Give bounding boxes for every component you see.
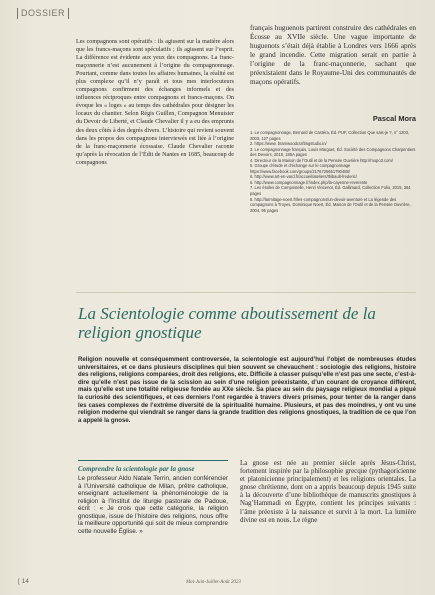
footnote: 2. https://www. bramwoodcraftingstudio.in/ [250,141,327,147]
left-column-text [76,38,234,167]
footnote: 8. http://larmitage-noert.fr/les-compagnons/un-devoir-aventure et La légende des compagnons à Troyes, Dominique Noert, Éd. Maison de l’Outil et de la Pensée Ouvrière, 2004, 95 pages [250,196,411,213]
article-title: La Scientologie comme aboutissement de la religion gnostique [78,304,376,342]
footnote: 5. Groupe d’étude et d’échange sur le compagnonnage https://www.facebook.com/groups/2176725651790488/ [250,163,351,174]
left-paragraph: Les compagnons sont opératifs : ils agissent sur la matière alors que les francs-maçons sont spéculatifs ; ils agissent sur l’esprit. La différence est évidente aux yeux des compagnons. La franc-maçonnerie n’est aucunement à l’origine du compagnonnage. Pourtant, comme dans toutes les affaires humaines, la réalité est plus complexe qu’il n’y paraît et tous mes interlocuteurs compagnons confirment des échanges informels et des influences réciproques entre compagnons et francs-maçons. On évoque les « loges » au temps des cathédrales pour désigner les locaux du chantier. Selon Régis Guillen, Compagnon Menuisier du Devoir de Liberté, et Claude Chevalier il y a eu des emprunts des deux côtés à des degrés divers. L’histoire qui revient souvent dans les propos des compagnons interviewés est liée à l’origine de la franc-maçonnerie écossaise. Claude Chevalier raconte qu’après la révocation de l’Édit de Nantes en 1685, beaucoup de compagnons [76,39,235,166]
article-body-text: La gnose est née au premier siècle après Jésus-Christ, fortement inspirée par la philosophie grecque (pythagoricienne et platonicienne principalement) et les religions orientales. La gnose chrétienne, dont on a appris beaucoup depuis 1945 suite à la découverte d’une bibliothèque de manuscrits gnostiques à Nag’Hammadi en Égypte, contient les principes suivants : l’âme préexiste à la naissance et survit à la mort. La lumière divine est en nous. Le règne [240,460,416,524]
footnote: 6. http://www.art-en-vard.fr/accueil/ateliers/thibault-frederic/ [250,174,357,180]
footnote: 1. Le compagnonnage, Bernard de Castéra, Éd. PUF, Collection Que sais-je ?, n° 1203, 2003, 127 pages [250,130,410,141]
header-bar-right [68,8,69,19]
sidebar-box-text: Le professeur Aldo Natale Terrin, ancien conférencier à l’Université catholique de Milan, prêtre catholique, enseignant actuellement la phénoménologie de la religion à l’Institut de liturgie pastorale de Padoue, écrit : « Je crois que cette catégorie, la religion gnostique, issue de l’histoire des religions, nous offre la meilleure opportunité qui soit de mieux comprendre cette nouvelle Église. » [78,475,228,535]
section-label: DOSSIER [21,8,66,18]
right-column-text [250,24,416,87]
section-header [14,8,72,19]
page-number: [ 14 [18,578,29,585]
footnote: 6. http://www.compagnonnage.fr/index.php/la-cayenne-reverente [250,179,368,185]
issue-date: Mai-Juin-Juillet-Août 2023 [186,580,241,585]
sidebar-box-title: Comprendre la scientologie par la gnose [78,465,195,473]
author-signature: Pascal Mora [372,114,416,123]
section-divider [76,292,416,293]
page-number-value: 14 [21,578,29,585]
footnote: 7. Les étoiles de Compostelle, Henri Vincenot, Éd. Gallimard, Collection Folio, 2015, 364 pages [250,185,411,197]
article-intro: Religion nouvelle et conséquemment controversée, la scientologie est aujourd’hui l’objet de nombreuses études universitaires, et ce dans plusieurs disciplines qui bien souvent se chevauchent : sociologie des religions, histoire des religions, religions comparées, droit des religions, etc. Difficile à classer puisqu’elle n’est pas une secte, c’est-à-dire qu’elle n’est pas issue de la scission au sein d’une religion préexistante, d’un courant de croyance différent, mais qu’elle est une totalité religieuse fondée au XXe siècle. Sa place au sein du paysage religieux mondial a piqué la curiosité des scientifiques, et ces derniers l’ont regardée à travers divers prismes, pour tenter de la ranger dans les cases complexes de l’extrême diversité de la spiritualité humaine. Plusieurs, et pas des moindres, y ont vu une religion moderne qui viendrait se ranger dans la grande tradition des religions gnostiques, la tradition de ce que l’on a appelé la gnose. [78,356,416,424]
header-bar-left [17,8,18,19]
right-paragraph: français huguenots partirent construire des cathédrales en Écosse au XVIIe siècle. Une vague importante de huguenots s’était déjà établie à Londres vers 1666 après le grand incendie. Cette migration serait en partie à l’origine de la franc-maçonnerie, sachant que préexistaient dans le Royaume-Uni des communautés de maçons opératifs. [250,24,416,86]
page-footer [0,578,435,595]
footnote: 4. Directeur de la Maison de l’Outil et de la Pensée Ouvrière http://mopo3.com/ [250,157,393,163]
footnotes [250,130,416,213]
sidebar-box [78,460,228,553]
footnote: 3. Le compagnonnage français, Louis Marguet, Éd. Société des Compagnons Charpentiers des Devoirs, 2019, 185A pages [250,146,416,158]
